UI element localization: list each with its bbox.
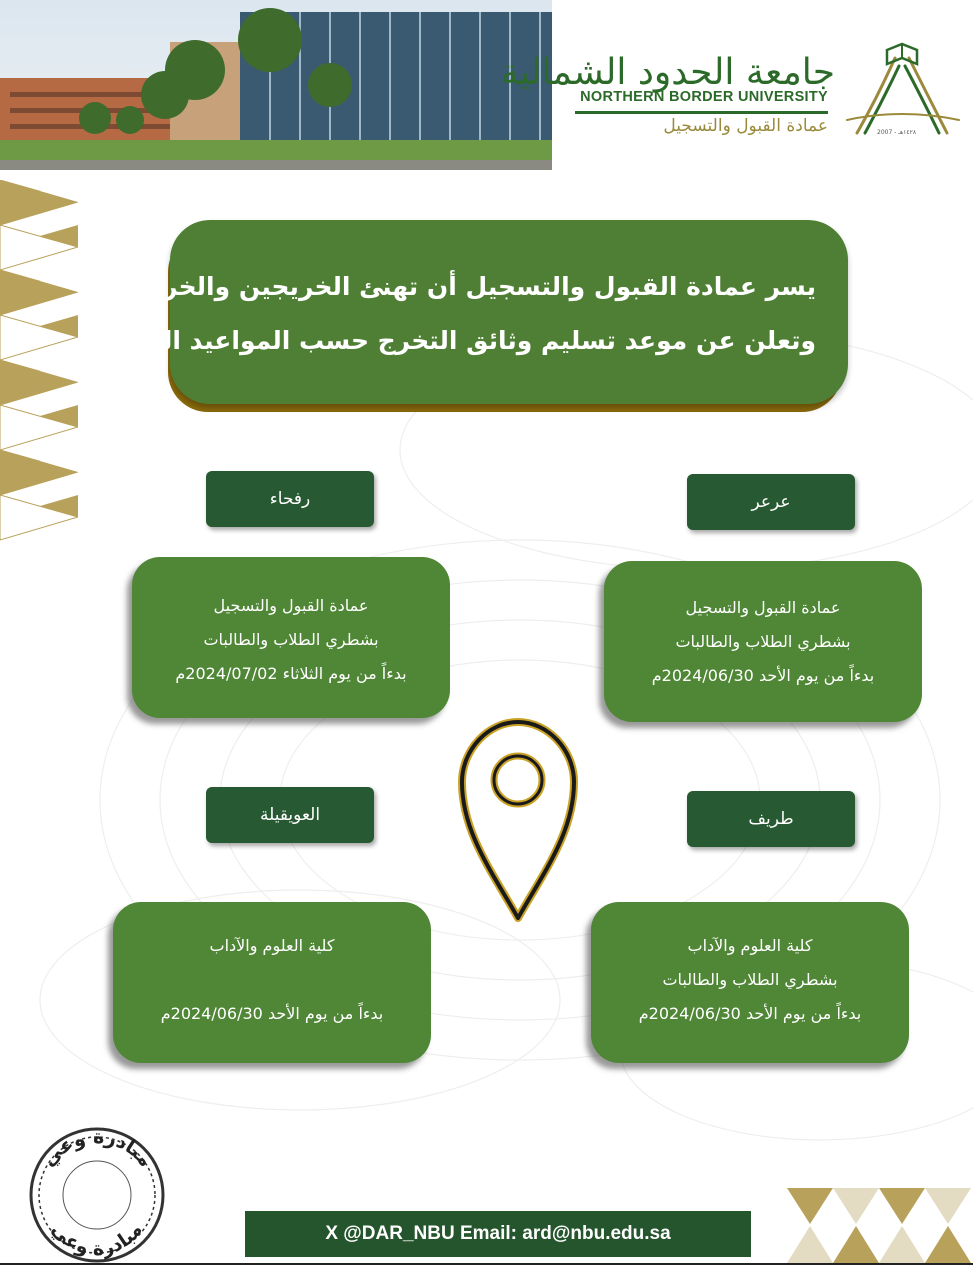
card-line-2: بشطري الطلاب والطالبات [203,630,379,649]
card-line-2: بشطري الطلاب والطالبات [675,632,851,651]
card-line-1: عمادة القبول والتسجيل [685,598,841,617]
city-label-arar: عرعر [687,474,855,530]
card-line-3: بدءاً من يوم الأحد 2024/06/30م [160,1004,384,1023]
announcement-line-1: يسر عمادة القبول والتسجيل أن تهنئ الخريجين والخريجات [101,272,816,301]
university-emblem-icon [837,38,967,138]
university-name-arabic: جامعة الحدود الشمالية [500,52,835,93]
announcement-box [101,220,848,404]
decor-triangle [925,1188,971,1224]
decor-triangle [787,1188,833,1224]
decor-triangle [833,1188,879,1224]
campus-photo [0,0,552,170]
decor-triangle [787,1226,833,1263]
announcement-line-2: وتعلن عن موعد تسليم وثائق التخرج حسب المواعيد التالية [108,326,816,355]
awareness-initiative-stamp [22,1120,172,1270]
stamp-text-top: مبادرة وعي [37,1125,157,1172]
footer-divider [0,1263,973,1265]
location-card-uwayqilah [113,902,431,1063]
deanship-name: عمادة القبول والتسجيل [663,116,828,136]
location-card-arar [604,561,922,722]
location-card-rafha [132,557,450,718]
decor-triangle [879,1226,925,1263]
bottom-right-triangle-decoration [787,1188,973,1263]
city-label-uwayqilah: العويقيلة [206,787,374,843]
emblem-year: 2007 - ١٤٢٨هـ [877,129,917,136]
contact-footer: X @DAR_NBU Email: ard@nbu.edu.sa [245,1211,751,1257]
location-card-turaif [591,902,909,1063]
card-line-3: بدءاً من يوم الأحد 2024/06/30م [638,1004,862,1023]
card-line-2 [113,963,431,997]
city-label-rafha: رفحاء [206,471,374,527]
card-line-2: بشطري الطلاب والطالبات [662,970,838,989]
decor-triangle [925,1226,971,1263]
card-line-3: بدءاً من يوم الأحد 2024/06/30م [651,666,875,685]
university-name-english: NORTHERN BORDER UNIVERSITY [580,89,828,105]
stamp-text-bottom: مبادرة وعي [47,1218,147,1261]
card-line-1: عمادة القبول والتسجيل [213,596,369,615]
card-line-1: كلية العلوم والآداب [687,936,813,955]
logo-divider [575,111,828,114]
announcement-text [101,260,816,368]
city-label-turaif: طريف [687,791,855,847]
left-triangle-decoration [0,180,78,542]
decor-triangle [879,1188,925,1224]
decor-triangle [833,1226,879,1263]
card-line-3: بدءاً من يوم الثلاثاء 2024/07/02م [175,664,407,683]
location-pin-icon [452,712,584,926]
card-line-1: كلية العلوم والآداب [209,936,335,955]
